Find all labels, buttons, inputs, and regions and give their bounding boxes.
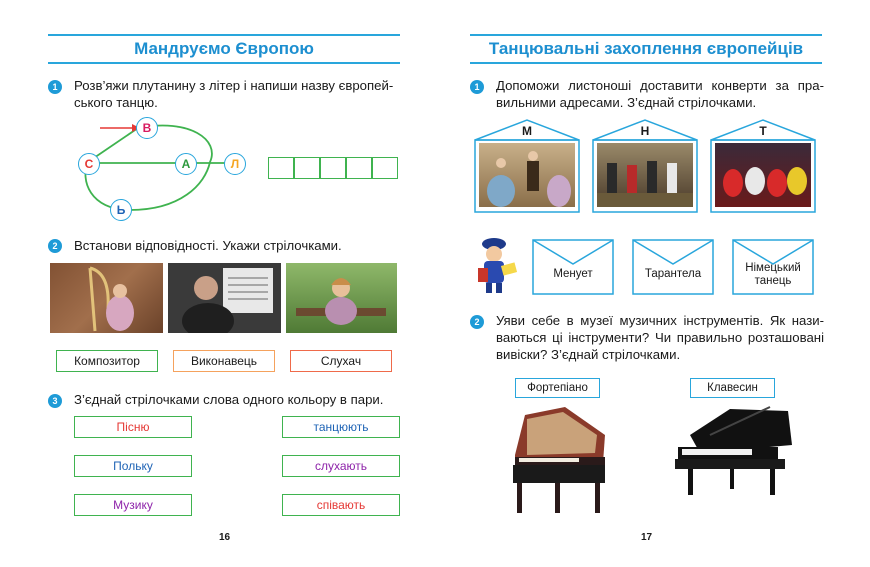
letter-circle: С xyxy=(78,153,100,175)
house-letter: Т xyxy=(759,124,767,138)
word-right: танцюють xyxy=(282,416,400,438)
envelope-label: Менует xyxy=(553,268,593,280)
task-instruction: Розв’яжи плутанину з літер і напиши назву європей-ського танцю. xyxy=(74,78,394,110)
harpsichord-image xyxy=(505,405,610,517)
task-instruction: Допоможи листоноші доставити конверти за пра-вильними адресами. З’єднай стрілочками. xyxy=(496,78,824,110)
task-instruction: Уяви себе в музеї музичних інструментів. Як нази-ваються ці інструменти? Чи правильно розташовані вивіски? З’єднай стрілочками. xyxy=(496,313,824,362)
answer-cell[interactable] xyxy=(346,157,372,179)
word-right: слухають xyxy=(282,455,400,477)
task-number-badge: 3 xyxy=(48,394,62,408)
answer-cell[interactable] xyxy=(320,157,346,179)
answer-cell[interactable] xyxy=(268,157,294,179)
folk-dance-photo xyxy=(597,143,693,207)
instrument-label: Клавесин xyxy=(690,378,775,398)
task-instruction: З’єднай стрілочками слова одного кольору в пари. xyxy=(74,392,384,407)
answer-cell[interactable] xyxy=(294,157,320,179)
postman-illustration xyxy=(472,234,528,296)
page-number: 16 xyxy=(219,532,231,543)
house-letter: Н xyxy=(640,124,650,138)
answer-cell[interactable] xyxy=(372,157,398,179)
left-page-title: Мандруємо Європою xyxy=(48,34,400,64)
minuet-dance-photo xyxy=(479,143,575,207)
envelope-label: Німецький танець xyxy=(745,262,801,287)
instrument-label: Фортепіано xyxy=(515,378,600,398)
house-letter: М xyxy=(522,124,532,138)
task-number-badge: 2 xyxy=(48,239,62,253)
page-number: 17 xyxy=(641,532,653,543)
task-instruction: Встанови відповідності. Укажи стрілочками. xyxy=(74,238,342,253)
letter-circle: Л xyxy=(224,153,246,175)
task-number-badge: 2 xyxy=(470,315,484,329)
grand-piano-image xyxy=(670,405,800,500)
harpist-photo xyxy=(50,263,163,333)
composer-photo xyxy=(168,263,281,333)
word-left: Пісню xyxy=(74,416,192,438)
label-performer: Виконавець xyxy=(173,350,275,372)
listener-photo xyxy=(286,263,397,333)
letter-circle: В xyxy=(136,117,158,139)
letter-circle: А xyxy=(175,153,197,175)
right-page-title: Танцювальні захоплення європейців xyxy=(470,34,822,64)
word-right: співають xyxy=(282,494,400,516)
task-number-badge: 1 xyxy=(470,80,484,94)
letter-circle: Ь xyxy=(110,199,132,221)
task-number-badge: 1 xyxy=(48,80,62,94)
word-left: Польку xyxy=(74,455,192,477)
label-listener: Слухач xyxy=(290,350,392,372)
word-left: Музику xyxy=(74,494,192,516)
envelope-label: Тарантела xyxy=(644,268,702,280)
tarantella-dance-photo xyxy=(715,143,811,207)
label-composer: Композитор xyxy=(56,350,158,372)
